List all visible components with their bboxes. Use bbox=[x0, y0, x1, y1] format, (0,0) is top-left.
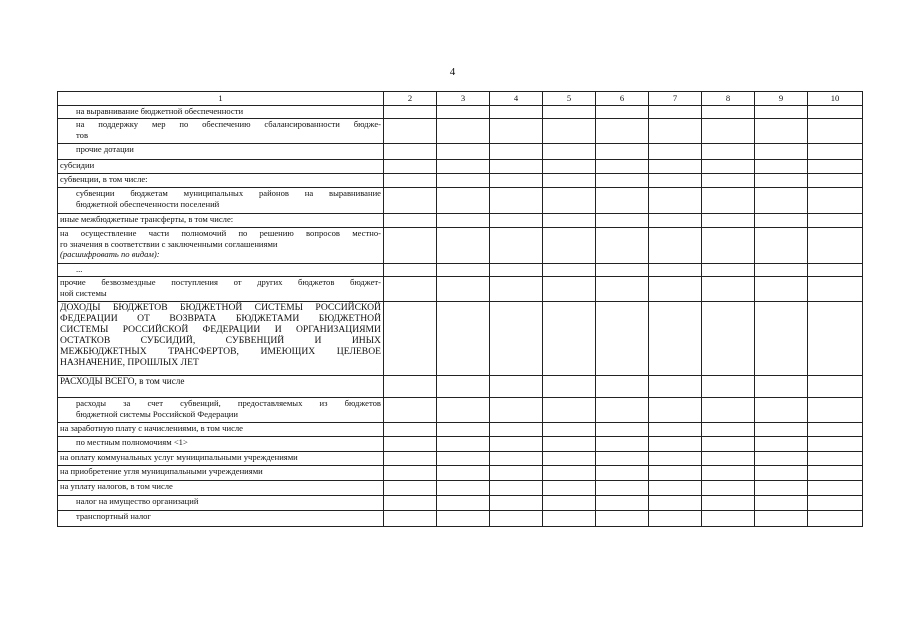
row-label-line: бюджетной обеспеченности поселений bbox=[76, 198, 220, 209]
value-cell bbox=[384, 228, 437, 264]
row-label-line: ной системы bbox=[60, 287, 107, 298]
row-label-line: субсидии bbox=[60, 160, 95, 170]
value-cell bbox=[755, 511, 808, 527]
row-label-line: на осуществление части полномочий по решению вопросов местно- bbox=[60, 228, 381, 238]
value-cell bbox=[649, 214, 702, 228]
value-cell bbox=[543, 496, 596, 511]
value-cell bbox=[808, 144, 863, 160]
table-row bbox=[58, 228, 863, 264]
value-cell bbox=[437, 302, 490, 376]
value-cell bbox=[437, 452, 490, 466]
value-cell bbox=[384, 398, 437, 423]
row-label-note: (расшифровать по видам): bbox=[60, 249, 160, 259]
value-cell bbox=[543, 376, 596, 398]
value-cell bbox=[649, 398, 702, 423]
value-cell bbox=[543, 452, 596, 466]
row-label-line: прочие дотации bbox=[76, 144, 134, 154]
value-cell bbox=[702, 437, 755, 452]
row-label-line: субвенции, в том числе: bbox=[60, 174, 148, 184]
value-cell bbox=[596, 466, 649, 481]
row-label-line: СИСТЕМЫ РОССИЙСКОЙ ФЕДЕРАЦИИ И ОРГАНИЗАЦИЯМИ bbox=[60, 324, 381, 335]
row-label-line: налог на имущество организаций bbox=[76, 496, 199, 506]
value-cell bbox=[649, 466, 702, 481]
value-cell bbox=[490, 496, 543, 511]
value-cell bbox=[702, 376, 755, 398]
value-cell bbox=[808, 466, 863, 481]
table-row bbox=[58, 160, 863, 174]
value-cell bbox=[755, 466, 808, 481]
value-cell bbox=[543, 398, 596, 423]
column-header: 5 bbox=[543, 92, 596, 106]
column-header: 3 bbox=[437, 92, 490, 106]
value-cell bbox=[808, 452, 863, 466]
value-cell bbox=[384, 376, 437, 398]
table-row bbox=[58, 496, 863, 511]
value-cell bbox=[702, 264, 755, 277]
value-cell bbox=[596, 106, 649, 119]
value-cell bbox=[649, 228, 702, 264]
row-label-line: бюджетной системы Российской Федерации bbox=[76, 408, 239, 419]
value-cell bbox=[437, 214, 490, 228]
value-cell bbox=[755, 452, 808, 466]
row-label-line: субвенции бюджетам муниципальных районов на выравнивание bbox=[76, 188, 381, 198]
row-label-line: ... bbox=[76, 264, 83, 274]
value-cell bbox=[755, 174, 808, 188]
value-cell bbox=[490, 119, 543, 144]
column-header: 7 bbox=[649, 92, 702, 106]
value-cell bbox=[702, 214, 755, 228]
value-cell bbox=[649, 302, 702, 376]
value-cell bbox=[543, 228, 596, 264]
value-cell bbox=[490, 188, 543, 214]
row-label-line: на уплату налогов, в том числе bbox=[60, 481, 173, 491]
value-cell bbox=[808, 188, 863, 214]
table-row bbox=[58, 174, 863, 188]
column-header: 2 bbox=[384, 92, 437, 106]
value-cell bbox=[808, 228, 863, 264]
row-label-cell bbox=[58, 119, 384, 144]
value-cell bbox=[808, 437, 863, 452]
row-label-cell bbox=[58, 302, 384, 376]
value-cell bbox=[702, 228, 755, 264]
value-cell bbox=[596, 302, 649, 376]
value-cell bbox=[490, 144, 543, 160]
value-cell bbox=[596, 188, 649, 214]
value-cell bbox=[649, 376, 702, 398]
row-label-line: на заработную плату с начислениями, в том числе bbox=[60, 423, 243, 433]
value-cell bbox=[755, 302, 808, 376]
row-label-line: МЕЖБЮДЖЕТНЫХ ТРАНСФЕРТОВ, ИМЕЮЩИХ ЦЕЛЕВОЕ bbox=[60, 346, 381, 357]
value-cell bbox=[437, 481, 490, 496]
value-cell bbox=[808, 106, 863, 119]
table-body bbox=[58, 106, 863, 527]
table-row bbox=[58, 188, 863, 214]
value-cell bbox=[808, 398, 863, 423]
value-cell bbox=[437, 511, 490, 527]
value-cell bbox=[649, 106, 702, 119]
value-cell bbox=[490, 174, 543, 188]
table-row bbox=[58, 106, 863, 119]
value-cell bbox=[437, 188, 490, 214]
table-row bbox=[58, 144, 863, 160]
value-cell bbox=[596, 496, 649, 511]
value-cell bbox=[755, 228, 808, 264]
column-header: 8 bbox=[702, 92, 755, 106]
value-cell bbox=[384, 106, 437, 119]
value-cell bbox=[543, 214, 596, 228]
row-label-line: РАСХОДЫ ВСЕГО, в том числе bbox=[60, 376, 185, 386]
value-cell bbox=[437, 423, 490, 437]
row-label-cell bbox=[58, 160, 384, 174]
row-label-line: тов bbox=[76, 129, 88, 140]
value-cell bbox=[702, 188, 755, 214]
value-cell bbox=[596, 277, 649, 302]
value-cell bbox=[437, 106, 490, 119]
value-cell bbox=[755, 481, 808, 496]
value-cell bbox=[490, 376, 543, 398]
column-header: 9 bbox=[755, 92, 808, 106]
value-cell bbox=[755, 106, 808, 119]
table-row bbox=[58, 398, 863, 423]
value-cell bbox=[755, 188, 808, 214]
row-label-line: ОСТАТКОВ СУБСИДИЙ, СУБВЕНЦИЙ И ИНЫХ bbox=[60, 335, 381, 346]
value-cell bbox=[649, 188, 702, 214]
value-cell bbox=[384, 174, 437, 188]
table-row bbox=[58, 452, 863, 466]
row-label-cell bbox=[58, 144, 384, 160]
value-cell bbox=[543, 264, 596, 277]
value-cell bbox=[543, 466, 596, 481]
value-cell bbox=[649, 452, 702, 466]
value-cell bbox=[596, 144, 649, 160]
table-row bbox=[58, 511, 863, 527]
row-label-cell bbox=[58, 228, 384, 264]
value-cell bbox=[490, 160, 543, 174]
value-cell bbox=[490, 511, 543, 527]
table-row bbox=[58, 214, 863, 228]
value-cell bbox=[490, 106, 543, 119]
value-cell bbox=[490, 228, 543, 264]
value-cell bbox=[649, 423, 702, 437]
header-row bbox=[58, 92, 863, 106]
row-label-cell bbox=[58, 481, 384, 496]
value-cell bbox=[596, 452, 649, 466]
value-cell bbox=[490, 214, 543, 228]
row-label-line: на оплату коммунальных услуг муниципальными учреждениями bbox=[60, 452, 298, 462]
column-header: 4 bbox=[490, 92, 543, 106]
value-cell bbox=[808, 481, 863, 496]
value-cell bbox=[384, 452, 437, 466]
value-cell bbox=[490, 302, 543, 376]
row-label-cell bbox=[58, 466, 384, 481]
value-cell bbox=[755, 496, 808, 511]
value-cell bbox=[808, 214, 863, 228]
value-cell bbox=[808, 174, 863, 188]
table-row bbox=[58, 277, 863, 302]
value-cell bbox=[596, 264, 649, 277]
value-cell bbox=[702, 119, 755, 144]
value-cell bbox=[384, 496, 437, 511]
value-cell bbox=[702, 277, 755, 302]
value-cell bbox=[702, 174, 755, 188]
value-cell bbox=[384, 302, 437, 376]
value-cell bbox=[702, 511, 755, 527]
value-cell bbox=[596, 481, 649, 496]
table-row bbox=[58, 302, 863, 376]
value-cell bbox=[437, 437, 490, 452]
value-cell bbox=[437, 466, 490, 481]
value-cell bbox=[808, 160, 863, 174]
value-cell bbox=[649, 437, 702, 452]
value-cell bbox=[596, 119, 649, 144]
column-header: 6 bbox=[596, 92, 649, 106]
table-row bbox=[58, 119, 863, 144]
value-cell bbox=[437, 144, 490, 160]
value-cell bbox=[490, 264, 543, 277]
value-cell bbox=[490, 437, 543, 452]
row-label-cell bbox=[58, 214, 384, 228]
value-cell bbox=[649, 277, 702, 302]
row-label-cell bbox=[58, 496, 384, 511]
value-cell bbox=[437, 496, 490, 511]
value-cell bbox=[543, 144, 596, 160]
value-cell bbox=[596, 214, 649, 228]
row-label-line: иные межбюджетные трансферты, в том числе: bbox=[60, 214, 234, 224]
value-cell bbox=[437, 264, 490, 277]
value-cell bbox=[490, 423, 543, 437]
value-cell bbox=[808, 496, 863, 511]
value-cell bbox=[437, 277, 490, 302]
value-cell bbox=[596, 511, 649, 527]
value-cell bbox=[702, 302, 755, 376]
value-cell bbox=[755, 277, 808, 302]
value-cell bbox=[755, 214, 808, 228]
value-cell bbox=[384, 264, 437, 277]
row-label-cell bbox=[58, 452, 384, 466]
value-cell bbox=[808, 277, 863, 302]
value-cell bbox=[490, 466, 543, 481]
value-cell bbox=[384, 277, 437, 302]
budget-form-table bbox=[57, 91, 863, 527]
value-cell bbox=[649, 264, 702, 277]
value-cell bbox=[755, 119, 808, 144]
table-row bbox=[58, 264, 863, 277]
value-cell bbox=[808, 302, 863, 376]
value-cell bbox=[808, 511, 863, 527]
value-cell bbox=[543, 174, 596, 188]
table-row bbox=[58, 466, 863, 481]
value-cell bbox=[384, 214, 437, 228]
row-label-line: расходы за счет субвенций, предоставляемых из бюджетов bbox=[76, 398, 381, 408]
value-cell bbox=[490, 277, 543, 302]
column-header: 10 bbox=[808, 92, 863, 106]
table-row bbox=[58, 376, 863, 398]
value-cell bbox=[808, 376, 863, 398]
value-cell bbox=[702, 106, 755, 119]
value-cell bbox=[437, 119, 490, 144]
page-number: 4 bbox=[449, 66, 456, 78]
value-cell bbox=[437, 228, 490, 264]
value-cell bbox=[755, 160, 808, 174]
value-cell bbox=[808, 264, 863, 277]
row-label-line: по местным полномочиям <1> bbox=[76, 437, 188, 447]
value-cell bbox=[649, 511, 702, 527]
value-cell bbox=[702, 398, 755, 423]
row-label-line: на приобретение угля муниципальными учреждениями bbox=[60, 466, 263, 476]
value-cell bbox=[596, 423, 649, 437]
value-cell bbox=[543, 437, 596, 452]
table-row bbox=[58, 437, 863, 452]
value-cell bbox=[755, 144, 808, 160]
value-cell bbox=[596, 174, 649, 188]
row-label-line: прочие безвозмездные поступления от других бюджетов бюджет- bbox=[60, 277, 381, 287]
value-cell bbox=[543, 423, 596, 437]
value-cell bbox=[649, 496, 702, 511]
value-cell bbox=[702, 452, 755, 466]
value-cell bbox=[543, 481, 596, 496]
value-cell bbox=[543, 188, 596, 214]
value-cell bbox=[596, 228, 649, 264]
value-cell bbox=[543, 106, 596, 119]
value-cell bbox=[702, 160, 755, 174]
value-cell bbox=[543, 277, 596, 302]
value-cell bbox=[384, 481, 437, 496]
value-cell bbox=[384, 160, 437, 174]
value-cell bbox=[755, 423, 808, 437]
row-label-line: НАЗНАЧЕНИЕ, ПРОШЛЫХ ЛЕТ bbox=[60, 357, 199, 368]
column-header: 1 bbox=[58, 92, 384, 106]
value-cell bbox=[490, 452, 543, 466]
value-cell bbox=[384, 144, 437, 160]
row-label-cell bbox=[58, 511, 384, 527]
value-cell bbox=[596, 376, 649, 398]
row-label-cell bbox=[58, 264, 384, 277]
value-cell bbox=[649, 481, 702, 496]
value-cell bbox=[702, 466, 755, 481]
row-label-line: транспортный налог bbox=[76, 511, 151, 521]
value-cell bbox=[384, 437, 437, 452]
value-cell bbox=[755, 264, 808, 277]
row-label-line: ДОХОДЫ БЮДЖЕТОВ БЮДЖЕТНОЙ СИСТЕМЫ РОССИЙСКОЙ bbox=[60, 302, 381, 313]
value-cell bbox=[702, 496, 755, 511]
row-label-line: ФЕДЕРАЦИИ ОТ ВОЗВРАТА БЮДЖЕТАМИ БЮДЖЕТНОЙ bbox=[60, 313, 381, 324]
value-cell bbox=[702, 423, 755, 437]
value-cell bbox=[437, 160, 490, 174]
row-label-cell bbox=[58, 437, 384, 452]
value-cell bbox=[649, 119, 702, 144]
value-cell bbox=[490, 398, 543, 423]
value-cell bbox=[543, 302, 596, 376]
table-row bbox=[58, 423, 863, 437]
value-cell bbox=[702, 144, 755, 160]
value-cell bbox=[649, 160, 702, 174]
value-cell bbox=[755, 398, 808, 423]
value-cell bbox=[596, 398, 649, 423]
row-label-cell bbox=[58, 423, 384, 437]
value-cell bbox=[437, 376, 490, 398]
value-cell bbox=[543, 511, 596, 527]
value-cell bbox=[649, 144, 702, 160]
row-label-cell bbox=[58, 376, 384, 398]
value-cell bbox=[384, 119, 437, 144]
value-cell bbox=[755, 376, 808, 398]
value-cell bbox=[596, 437, 649, 452]
row-label-line: го значения в соответствии с заключенными соглашениями bbox=[60, 238, 278, 249]
value-cell bbox=[596, 160, 649, 174]
value-cell bbox=[384, 511, 437, 527]
value-cell bbox=[808, 423, 863, 437]
value-cell bbox=[437, 398, 490, 423]
row-label-line: на выравнивание бюджетной обеспеченности bbox=[76, 106, 244, 116]
value-cell bbox=[543, 160, 596, 174]
row-label-line: на поддержку мер по обеспечению сбалансированности бюдже- bbox=[76, 119, 381, 129]
value-cell bbox=[702, 481, 755, 496]
value-cell bbox=[808, 119, 863, 144]
value-cell bbox=[649, 174, 702, 188]
row-label-cell bbox=[58, 188, 384, 214]
value-cell bbox=[384, 423, 437, 437]
table-row bbox=[58, 481, 863, 496]
row-label-cell bbox=[58, 106, 384, 119]
row-label-cell bbox=[58, 398, 384, 423]
row-label-cell bbox=[58, 174, 384, 188]
row-label-cell bbox=[58, 277, 384, 302]
value-cell bbox=[437, 174, 490, 188]
value-cell bbox=[490, 481, 543, 496]
value-cell bbox=[384, 466, 437, 481]
value-cell bbox=[755, 437, 808, 452]
value-cell bbox=[384, 188, 437, 214]
value-cell bbox=[543, 119, 596, 144]
